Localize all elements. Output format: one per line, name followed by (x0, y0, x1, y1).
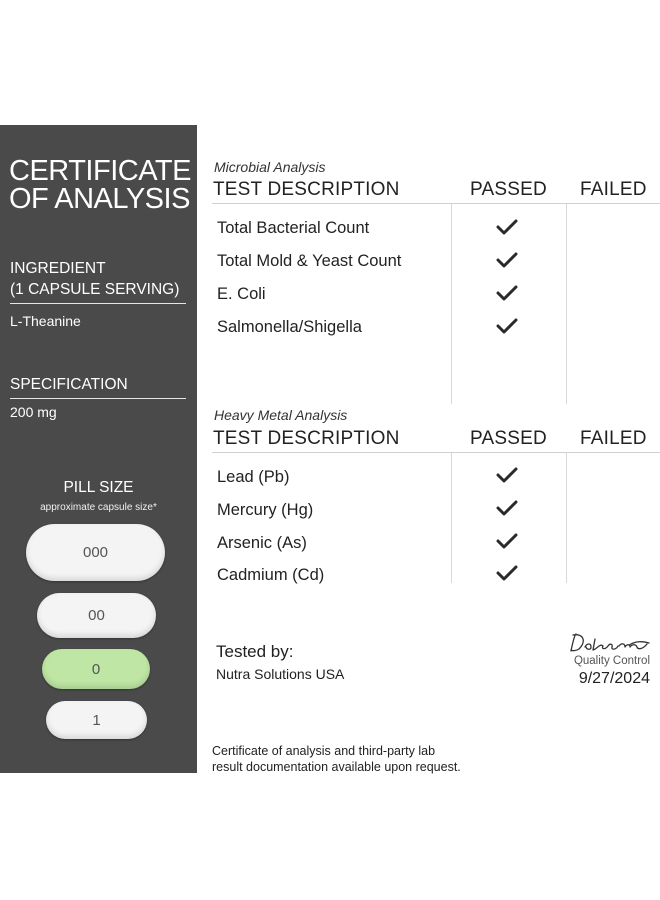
microbial-row-label: Total Mold & Yeast Count (217, 252, 402, 270)
microbial-col-description: TEST DESCRIPTION (213, 179, 400, 200)
check-icon (495, 531, 519, 551)
specification-value: 200 mg (10, 404, 57, 420)
microbial-header-rule (212, 203, 660, 204)
check-icon (495, 465, 519, 485)
tested-by-label: Tested by: (216, 642, 294, 661)
microbial-section-label: Microbial Analysis (214, 159, 326, 175)
ingredient-value: L-Theanine (10, 313, 81, 329)
check-icon (495, 316, 519, 336)
footnote-line-1: Certificate of analysis and third-party lab (212, 744, 436, 758)
pill-size-00 (37, 593, 156, 638)
signature-icon (567, 631, 651, 655)
certificate-title (9, 157, 191, 213)
heavy-metal-col-passed: PASSED (470, 428, 547, 449)
pill-label: 1 (92, 711, 101, 729)
test-date: 9/27/2024 (578, 670, 650, 687)
sidebar-panel (0, 125, 197, 773)
pill-size-1 (46, 701, 147, 739)
pill-label: 0 (91, 660, 101, 678)
check-icon (495, 498, 519, 518)
check-icon (495, 563, 519, 583)
microbial-col-passed: PASSED (470, 179, 547, 200)
check-icon (495, 250, 519, 270)
footnote-line-2: result documentation available upon request. (212, 760, 461, 774)
tested-by-lab: Nutra Solutions USA (216, 666, 345, 682)
heavy-metal-col-failed: FAILED (580, 428, 647, 449)
footnote (212, 743, 461, 775)
heavy-metal-col-description: TEST DESCRIPTION (213, 428, 400, 449)
title-line-1: CERTIFICATE (9, 155, 191, 187)
check-icon (495, 283, 519, 303)
specification-heading: SPECIFICATION (10, 374, 186, 399)
heavy-metal-row-label: Cadmium (Cd) (217, 566, 325, 584)
pill-size-subtitle: approximate capsule size* (40, 502, 157, 513)
analysis-content (197, 0, 660, 900)
heavy-metal-section-label: Heavy Metal Analysis (214, 407, 348, 423)
title-line-2: OF ANALYSIS (9, 183, 190, 215)
pill-size-000 (26, 524, 165, 581)
quality-control-label: Quality Control (573, 655, 650, 667)
check-icon (495, 217, 519, 237)
ingredient-heading-line-1: INGREDIENT (10, 260, 106, 277)
heavy-metal-divider-right (566, 453, 567, 583)
microbial-col-failed: FAILED (580, 179, 647, 200)
pill-label: 00 (88, 607, 105, 624)
heavy-metal-divider-left (451, 453, 452, 583)
ingredient-heading-line-2: (1 CAPSULE SERVING) (10, 281, 180, 298)
pill-label: 000 (82, 544, 109, 561)
heavy-metal-header-rule (212, 452, 660, 453)
microbial-row-label: Salmonella/Shigella (217, 318, 362, 336)
microbial-divider-right (566, 204, 567, 404)
heavy-metal-row-label: Mercury (Hg) (217, 501, 314, 519)
microbial-row-label: E. Coli (217, 285, 266, 303)
heavy-metal-row-label: Arsenic (As) (217, 534, 307, 552)
microbial-row-label: Total Bacterial Count (217, 219, 370, 237)
pill-size-0 (42, 649, 150, 689)
heavy-metal-row-label: Lead (Pb) (217, 468, 290, 486)
ingredient-heading (10, 258, 186, 304)
pill-size-heading: PILL SIZE (63, 479, 134, 496)
microbial-divider-left (451, 204, 452, 404)
